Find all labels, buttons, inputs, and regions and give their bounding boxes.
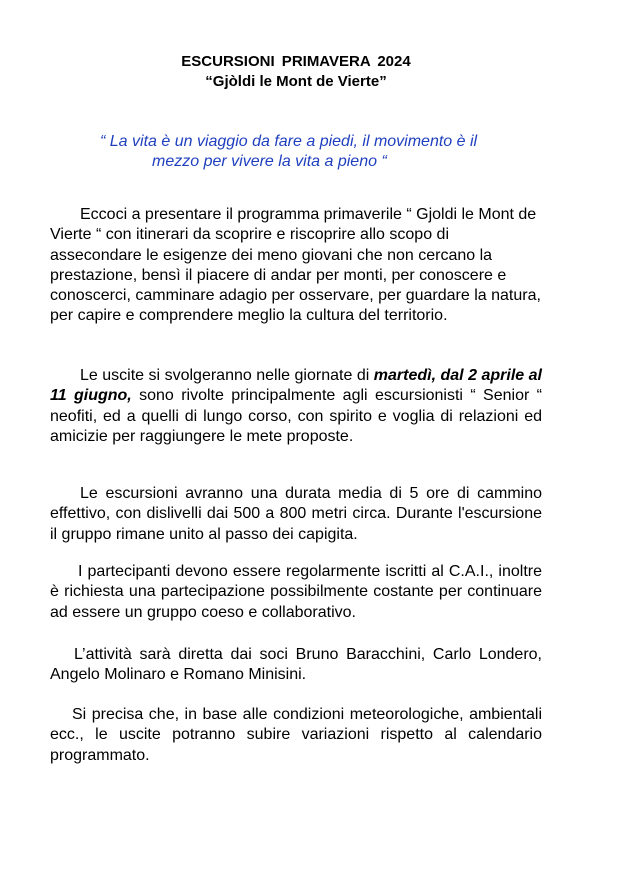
- paragraph-schedule-text-a: Le uscite si svolgeranno nelle giornate di: [80, 367, 374, 384]
- paragraph-schedule-dates: martedì, dal 2 aprile al 11 giugno,: [50, 367, 542, 405]
- paragraph-disclaimer: [50, 705, 542, 766]
- quote-line-1: “ La vita è un viaggio da fare a piedi, il movimento è il: [100, 133, 478, 150]
- paragraph-schedule: [50, 366, 542, 447]
- paragraph-leaders: [50, 645, 542, 686]
- paragraph-participants-text: I partecipanti devono essere regolarmente iscritti al C.A.I., inoltre è richiesta una partecipazione possibilmente costante per continuare ad essere un gruppo coeso e collaborativo.: [50, 563, 542, 621]
- paragraph-disclaimer-text: Si precisa che, in base alle condizioni meteorologiche, ambientali ecc., le uscite potranno subire variazioni rispetto al calendario programmato.: [50, 706, 542, 764]
- paragraph-leaders-text: L’attività sarà diretta dai soci Bruno Baracchini, Carlo Londero, Angelo Molinaro e Romano Minisini.: [50, 646, 542, 684]
- paragraph-participants: [50, 562, 542, 623]
- paragraph-duration: [50, 484, 542, 545]
- paragraph-intro-text: Eccoci a presentare il programma primaverile “ Gjoldi le Mont de Vierte “ con itinerari da scoprire e riscoprire allo scopo di assecondare le esigenze dei meno giovani che non cercano la prestazione, bensì il piacere di andar per monti, per conoscere e conoscerci, camminare adagio per osservare, per guardare la natura, per capire e comprendere meglio la cultura del territorio.: [50, 206, 541, 325]
- document-title: ESCURSIONI PRIMAVERA 2024: [181, 53, 411, 70]
- document-subtitle: “Gjòldi le Mont de Vierte”: [205, 73, 387, 90]
- paragraph-duration-text: Le escursioni avranno una durata media di 5 ore di cammino effettivo, con dislivelli dai 500 a 800 metri circa. Durante l'escursione il gruppo rimane unito al passo dei capigita.: [50, 485, 542, 543]
- paragraph-schedule-text-b: sono rivolte principalmente agli escursionisti “ Senior “ neofiti, ed a quelli di lungo corso, con spirito e voglia di relazioni ed amicizie per raggiungere le mete proposte.: [50, 387, 543, 445]
- paragraph-intro: [50, 205, 542, 327]
- quote-line-2: mezzo per vivere la vita a pieno “: [152, 153, 387, 170]
